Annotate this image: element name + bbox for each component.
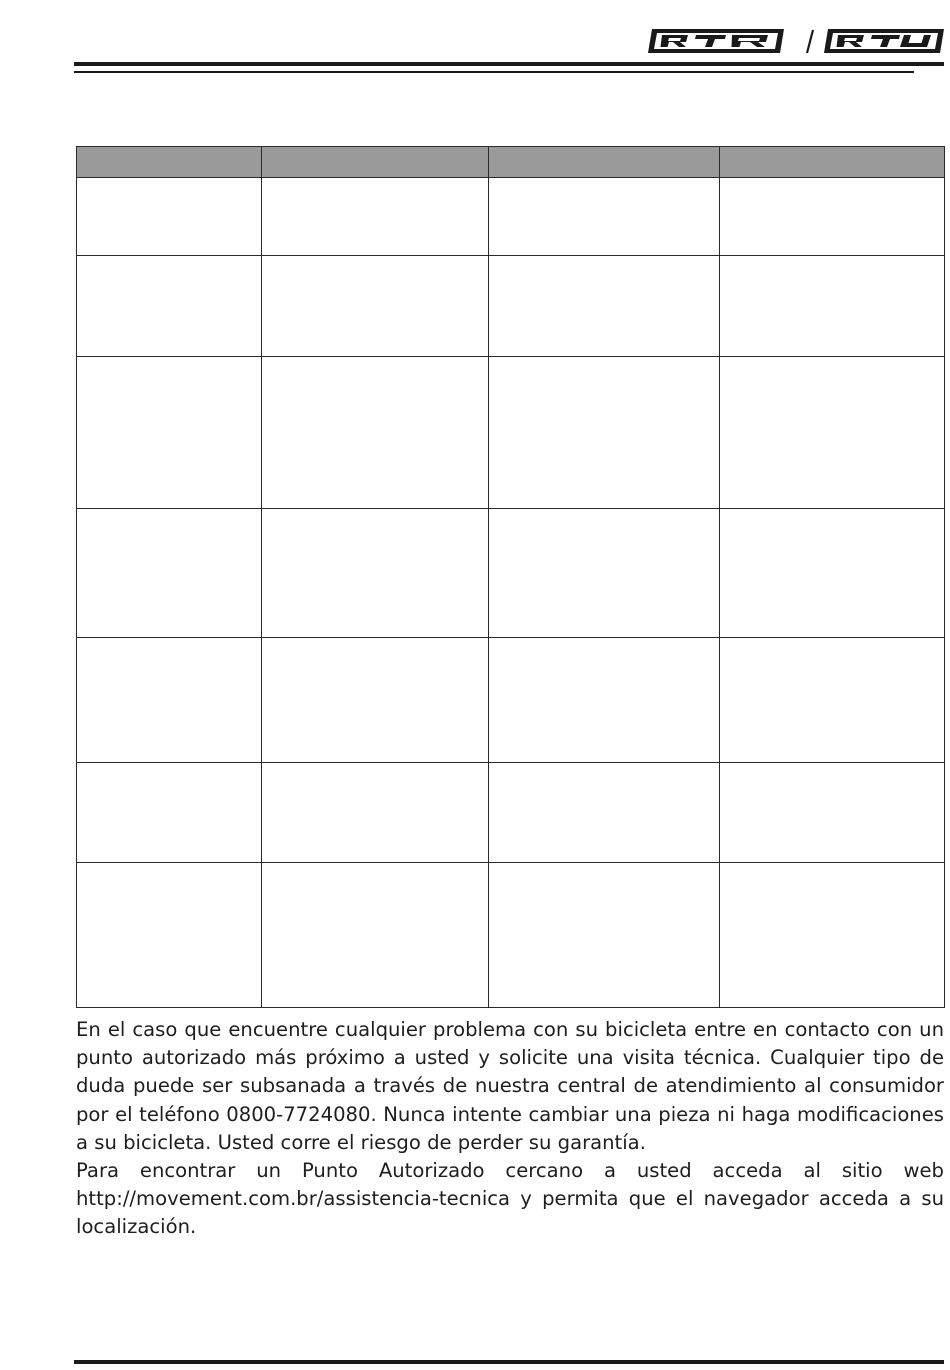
header-cell-2: [262, 147, 489, 178]
header-cell-3: [489, 147, 720, 178]
table-cell: [77, 357, 262, 509]
header-rule-thick: [74, 62, 944, 66]
table-row: [77, 638, 945, 763]
service-locator-paragraph: Para encontrar un Punto Autorizado cercano a usted acceda al sitio web http://movement.com.br/assistencia-tecnica y permita que el navegador acceda a su localización.: [76, 1159, 944, 1239]
table-row: [77, 178, 945, 256]
table-cell: [489, 509, 720, 638]
support-paragraph: En el caso que encuentre cualquier problema con su bicicleta entre en contacto con un punto autorizado más próximo a usted y solicite una visita técnica. Cualquier tipo de duda puede ser subsanada a través de nuestra central de atendimiento al consumidor por el teléfono 0800-7724080. Nunca intente cambiar una pieza ni haga modificaciones a su bicicleta. Usted corre el riesgo de perder su garantía.: [76, 1018, 944, 1154]
table-cell: [489, 178, 720, 256]
table-cell: [720, 509, 945, 638]
table-header-row: [77, 147, 945, 178]
table-cell: [77, 178, 262, 256]
support-text: [76, 1016, 944, 1242]
header-rule-thin: [74, 71, 914, 73]
table-cell: [720, 178, 945, 256]
table-cell: [77, 256, 262, 357]
table-cell: [489, 256, 720, 357]
table-row: [77, 763, 945, 863]
table-cell: [720, 357, 945, 509]
table-cell: [262, 256, 489, 357]
troubleshooting-table: [76, 146, 944, 1008]
table-cell: [262, 509, 489, 638]
table-row: [77, 509, 945, 638]
header-cell-4: [720, 147, 945, 178]
rtr-rtu-logo: [646, 26, 944, 56]
table-cell: [77, 763, 262, 863]
table-cell: [720, 638, 945, 763]
table-cell: [77, 863, 262, 1008]
table-cell: [262, 638, 489, 763]
table-grid: [76, 146, 945, 1008]
table-cell: [77, 509, 262, 638]
table-cell: [77, 638, 262, 763]
table-cell: [262, 357, 489, 509]
header-cell-1: [77, 147, 262, 178]
table-cell: [262, 178, 489, 256]
table-row: [77, 863, 945, 1008]
table-row: [77, 357, 945, 509]
table-cell: [720, 256, 945, 357]
table-cell: [489, 863, 720, 1008]
table-cell: [720, 763, 945, 863]
footer-rule: [74, 1360, 944, 1364]
table-cell: [489, 357, 720, 509]
table-cell: [720, 863, 945, 1008]
table-row: [77, 256, 945, 357]
table-cell: [262, 763, 489, 863]
table-cell: [489, 638, 720, 763]
table-cell: [489, 763, 720, 863]
table-cell: [262, 863, 489, 1008]
